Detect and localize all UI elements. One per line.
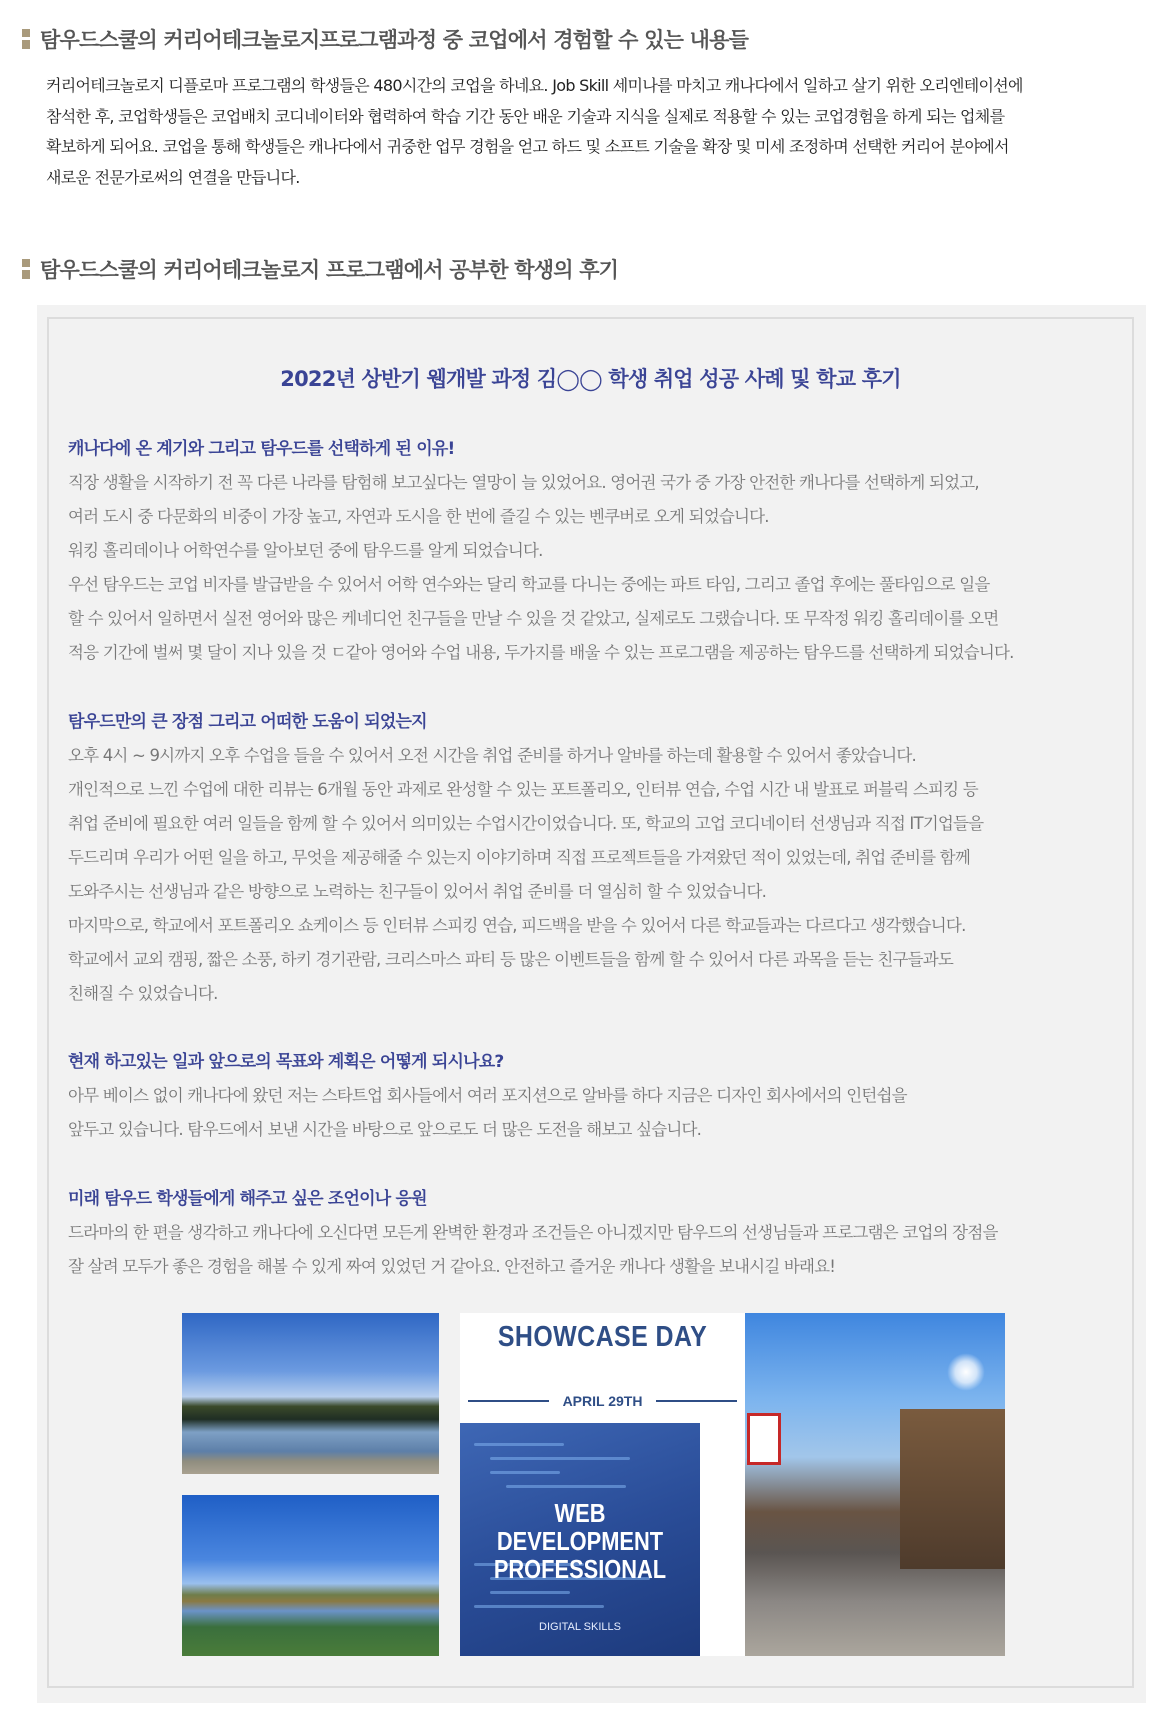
section-heading-text: 탐우드스쿨의 커리어테크놀로지 프로그램에서 공부한 학생의 후기 <box>40 258 619 282</box>
showcase-date-row <box>468 1393 737 1409</box>
poster-headline: WEB DEVELOPMENT PROFESSIONAL <box>493 1498 667 1584</box>
code-line-decoration <box>474 1443 564 1446</box>
answer-text <box>68 466 1128 670</box>
answer-line: 적응 기간에 벌써 몇 달이 지나 있을 것 ㄷ같아 영어와 수업 내용, 두가지를 배울 수 있는 프로그램을 제공하는 탐우드를 선택하게 되었습니다. <box>68 643 1014 662</box>
code-line-decoration <box>506 1485 626 1488</box>
section-heading-review <box>22 254 618 284</box>
street-photo <box>745 1313 1005 1656</box>
sun-glare <box>947 1353 985 1391</box>
answer-line: 할 수 있어서 일하면서 실전 영어와 많은 케네디언 친구들을 만날 수 있을 것 같았고, 실제로도 그랬습니다. 또 무작정 워킹 홀리데이를 오면 <box>68 609 999 628</box>
intro-line: 커리어테크놀로지 디플로마 프로그램의 학생들은 480시간의 코업을 하네요. Job Skill 세미나를 마치고 캐나다에서 일하고 살기 위한 오리엔테이션에 <box>46 76 1023 95</box>
code-line-decoration <box>490 1471 560 1474</box>
answer-line: 직장 생활을 시작하기 전 꼭 다른 나라를 탐험해 보고싶다는 열망이 늘 있었어요. 영어권 국가 중 가장 안전한 캐나다를 선택하게 되었고, <box>68 473 979 492</box>
section-heading-text: 탐우드스쿨의 커리어테크놀로지프로그램과정 중 코업에서 경험할 수 있는 내용들 <box>40 28 749 52</box>
heading-marker-icon <box>22 259 30 279</box>
poster-image <box>460 1423 700 1656</box>
question-heading: 현재 하고있는 일과 앞으로의 목표와 계획은 어떻게 되시나요? <box>68 1052 504 1072</box>
answer-line: 취업 준비에 필요한 여러 일들을 함께 할 수 있어서 의미있는 수업시간이었습니다. 또, 학교의 고업 코디네이터 선생님과 직접 IT기업들을 <box>68 814 984 833</box>
street-sign <box>747 1413 781 1465</box>
answer-line: 오후 4시 ~ 9시까지 오후 수업을 들을 수 있어서 오전 시간을 취업 준비를 하거나 알바를 하는데 활용할 수 있어서 좋았습니다. <box>68 746 916 765</box>
answer-text <box>68 739 1128 1011</box>
code-line-decoration <box>474 1605 604 1608</box>
qa-block-4 <box>68 1182 1128 1284</box>
answer-line: 여러 도시 중 다문화의 비중이 가장 높고, 자연과 도시을 한 번에 즐길 수 있는 벤쿠버로 오게 되었습니다. <box>68 507 769 526</box>
answer-line: 우선 탐우드는 코업 비자를 발급받을 수 있어서 어학 연수와는 달리 학교를 다니는 중에는 파트 타임, 그리고 졸업 후에는 풀타임으로 일을 <box>68 575 990 594</box>
answer-line: 학교에서 교외 캠핑, 짧은 소풍, 하키 경기관람, 크리스마스 파티 등 많은 이벤트들을 함께 할 수 있어서 다른 과목을 듣는 친구들과도 <box>68 950 954 969</box>
showcase-date: APRIL 29TH <box>562 1393 643 1409</box>
code-line-decoration <box>490 1457 630 1460</box>
qa-block-3 <box>68 1045 1128 1147</box>
answer-line: 잘 살려 모두가 좋은 경험을 해볼 수 있게 짜여 있었던 거 같아요. 안전하고 즐거운 캐나다 생활을 보내시길 바래요! <box>68 1257 836 1276</box>
divider-line <box>468 1400 549 1402</box>
section-heading-coop <box>22 24 748 54</box>
answer-text <box>68 1079 1128 1147</box>
answer-line: 친해질 수 있었습니다. <box>68 984 218 1003</box>
showcase-day-poster <box>460 1313 745 1656</box>
poster-footer: DIGITAL SKILLS <box>539 1621 621 1633</box>
lake-photo <box>182 1313 439 1474</box>
intro-line: 확보하게 되어요. 코업을 통해 학생들은 캐나다에서 귀중한 업무 경험을 얻고 하드 및 소프트 기술을 확장 및 미세 조정하며 선택한 커리어 분야에서 <box>46 137 1009 156</box>
question-heading: 미래 탐우드 학생들에게 해주고 싶은 조언이나 응원 <box>68 1189 427 1209</box>
park-lake-photo <box>182 1495 439 1656</box>
answer-line: 드라마의 한 편을 생각하고 캐나다에 오신다면 모든게 완벽한 환경과 조건들은 아니겠지만 탐우드의 선생님들과 프로그램은 코업의 장점을 <box>68 1223 998 1242</box>
answer-line: 아무 베이스 없이 캐나다에 왔던 저는 스타트업 회사들에서 여러 포지션으로 알바를 하다 지금은 디자인 회사에서의 인턴쉽을 <box>68 1086 907 1105</box>
question-heading: 탐우드만의 큰 장점 그리고 어떠한 도움이 되었는지 <box>68 712 427 732</box>
intro-line: 새로운 전문가로써의 연결을 만듭니다. <box>46 167 300 187</box>
answer-line: 도와주시는 선생님과 같은 방향으로 노력하는 친구들이 있어서 취업 준비를 더 열심히 할 수 있었습니다. <box>68 882 767 901</box>
code-line-decoration <box>490 1591 570 1594</box>
coop-description <box>46 71 1106 193</box>
showcase-title: SHOWCASE DAY <box>497 1321 708 1353</box>
answer-line: 앞두고 있습니다. 탐우드에서 보낸 시간을 바탕으로 앞으로도 더 많은 도전을 해보고 싶습니다. <box>68 1120 702 1139</box>
intro-line: 참석한 후, 코업학생들은 코업배치 코디네이터와 협력하여 학습 기간 동안 배운 기술과 지식을 실제로 적용할 수 있는 코업경험을 하게 되는 업체를 <box>46 106 1005 126</box>
question-heading: 캐나다에 온 계기와 그리고 탐우드를 선택하게 된 이유! <box>68 439 455 459</box>
answer-line: 개인적으로 느낀 수업에 대한 리뷰는 6개월 동안 과제로 완성할 수 있는 포트폴리오, 인터뷰 연습, 수업 시간 내 발표로 퍼블릭 스피킹 등 <box>68 780 978 799</box>
heading-marker-icon <box>22 29 30 49</box>
answer-line: 워킹 홀리데이나 어학연수를 알아보던 중에 탐우드를 알게 되었습니다. <box>68 541 543 560</box>
divider-line <box>656 1400 737 1402</box>
brick-building <box>900 1409 1005 1569</box>
qa-block-1 <box>68 432 1128 670</box>
answer-text <box>68 1216 1128 1284</box>
answer-line: 두드리며 우리가 어떤 일을 하고, 무엇을 제공해줄 수 있는지 이야기하며 직접 프로젝트들을 가져왔던 적이 있었는데, 취업 준비를 함께 <box>68 848 970 867</box>
answer-line: 마지막으로, 학교에서 포트폴리오 쇼케이스 등 인터뷰 스피킹 연습, 피드백을 받을 수 있어서 다른 학교들과는 다르다고 생각했습니다. <box>68 916 966 935</box>
qa-block-2 <box>68 705 1128 1011</box>
review-title: 2022년 상반기 웹개발 과정 김◯◯ 학생 취업 성공 사례 및 학교 후기 <box>280 367 901 391</box>
